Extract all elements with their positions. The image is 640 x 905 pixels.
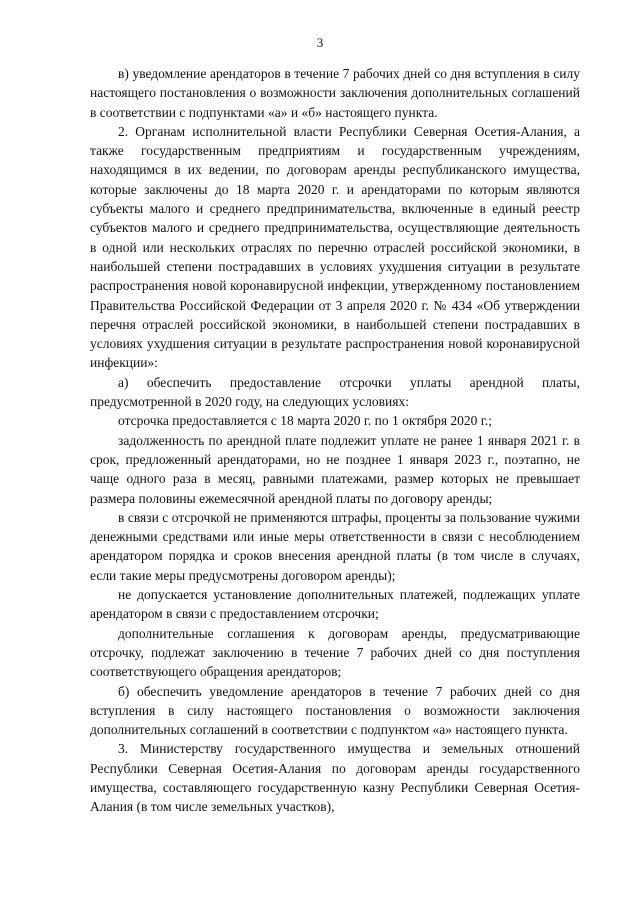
paragraph-2a-deferral: а) обеспечить предоставление отсрочки уплаты арендной платы, предусмотренной в 2020 году, на следующих условиях:: [90, 374, 580, 410]
document-body: [90, 64, 580, 817]
paragraph-no-penalties: в связи с отсрочкой не применяются штрафы, проценты за пользование чужими денежными средствами или иные меры ответственности в связи с несоблюдением арендатором порядка и сроков внесения арендной платы (в том числе в случаях, если такие меры предусмотрены договором аренды);: [90, 509, 580, 583]
paragraph-3-ministry: 3. Министерству государственного имущества и земельных отношений Республики Северная Осетия-Алания по договорам аренды государственного имущества, составляющего государственную казну Республики Северная Осетия-Алания (в том числе земельных участков),: [90, 741, 580, 815]
paragraph-1c-notification: в) уведомление арендаторов в течение 7 рабочих дней со дня вступления в силу настоящего постановления о возможности заключения дополнительных соглашений в соответствии с подпунктами «а» и «б» настоящего пункта.: [90, 66, 580, 120]
paragraph-2b-notification: б) обеспечить уведомление арендаторов в течение 7 рабочих дней со дня вступления в силу настоящего постановления о возможности заключения дополнительных соглашений в соответствии с подпунктом «а» настоящего пункта.: [90, 683, 580, 738]
paragraph-2-authorities: 2. Органам исполнительной власти Республики Северная Осетия-Алания, а также государственным предприятиям и государственным учреждениям, находящимся в их ведении, по договорам аренды республиканского имущества, которые заключены до 18 марта 2020 г. и арендаторами по которым являются субъекты малого и среднего предпринимательства, включенные в единый реестр субъектов малого и среднего предпринимательства, осуществляющие деятельность в одной или нескольких отраслях по перечню отраслей российской экономики, в наибольшей степени пострадавших в условиях ухудшения ситуации в результате распространения новой коронавирусной инфекции, утвержденному постановлением Правительства Российской Федерации от 3 апреля 2020 г. № 434 «Об утверждении перечня отраслей российской экономики, в наибольшей степени пострадавших в условиях ухудшения ситуации в результате распространения новой коронавирусной инфекции»:: [90, 123, 580, 371]
paragraph-debt-repayment: задолженность по арендной плате подлежит уплате не ранее 1 января 2021 г. в срок, предложенный арендаторами, но не позднее 1 января 2023 г., поэтапно, не чаще одного раза в месяц, равными платежами, размер которых не превышает размера половины ежемесячной арендной платы по договору аренды;: [90, 432, 580, 506]
paragraph-deferral-period: отсрочка предоставляется с 18 марта 2020 г. по 1 октября 2020 г.;: [118, 413, 492, 429]
paragraph-no-extra-payments: не допускается установление дополнительных платежей, подлежащих уплате арендатором в связи с предоставлением отсрочки;: [90, 587, 580, 622]
page-number: 3: [316, 35, 324, 50]
paragraph-supplementary-agreements: дополнительные соглашения к договорам аренды, предусматривающие отсрочку, подлежат заключению в течение 7 рабочих дней со дня поступления соответствующего обращения арендаторов;: [90, 625, 580, 680]
